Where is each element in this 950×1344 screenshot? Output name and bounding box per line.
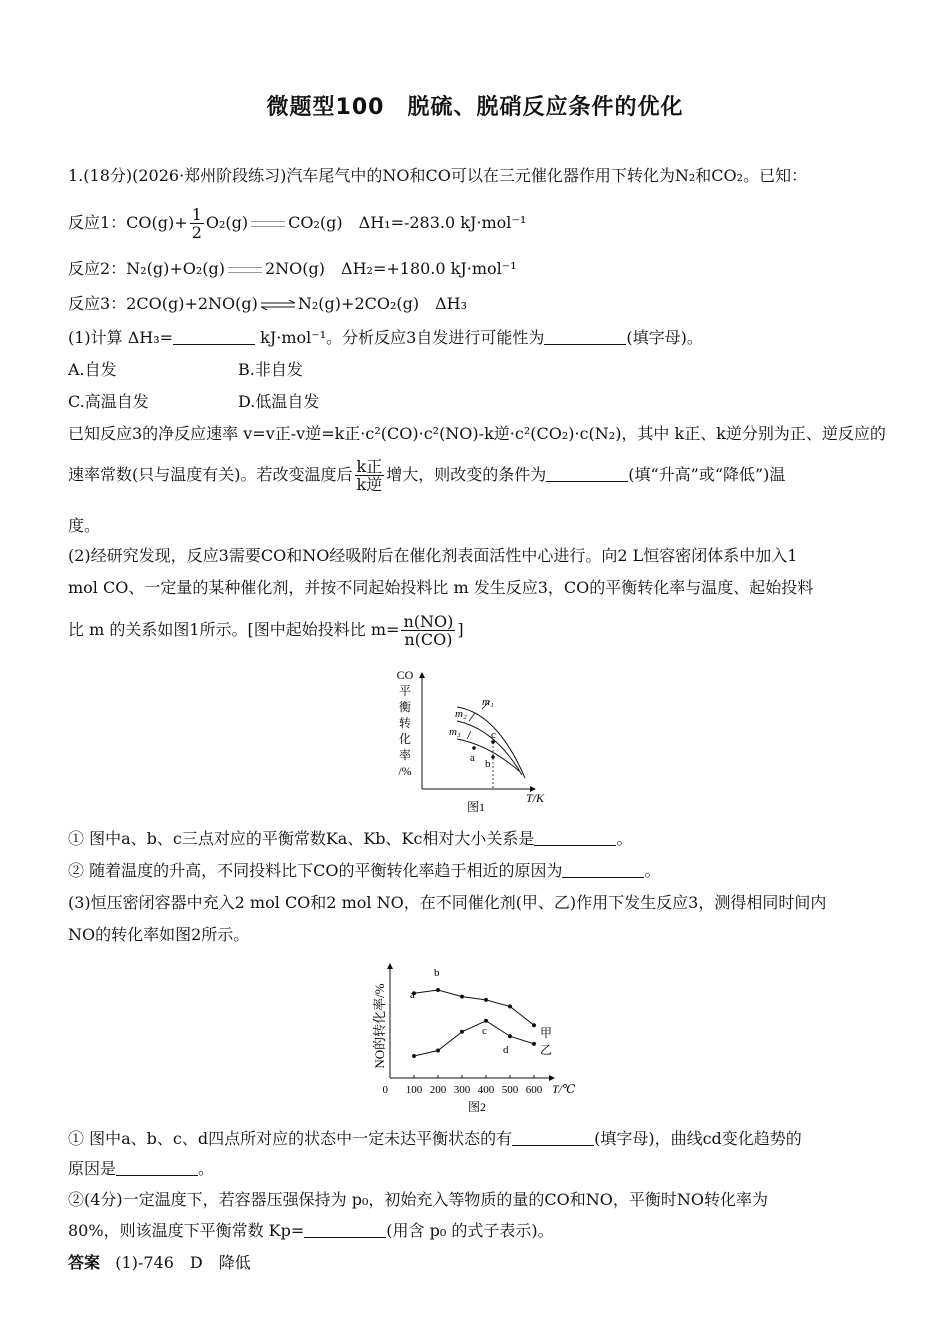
option-c: C.高温自发 <box>68 392 149 411</box>
fig2-data-point <box>460 995 464 999</box>
option-b: B.非自发 <box>238 360 303 379</box>
question-1: (1)计算 ΔH₃= kJ·mol⁻¹。分析反应3自发进行可能性为 (填字母)。 <box>68 328 703 347</box>
options-row-1 <box>68 359 888 381</box>
fig2-point-c-label: c <box>482 1025 487 1037</box>
fig1-label-m3: m₃ <box>449 726 461 738</box>
svg-text:平: 平 <box>398 684 412 698</box>
answer-label: 答案 <box>68 1253 101 1272</box>
options-row-2 <box>68 391 888 413</box>
fig2-x-tick-label: 100 <box>405 1084 423 1096</box>
answer-text: (1)-746 D 降低 <box>115 1253 251 1272</box>
half-fraction: $\frac{1}{2}$ <box>191 205 202 242</box>
fig2-caption: 图2 <box>468 1100 487 1114</box>
fig2-data-point <box>484 1019 488 1023</box>
answer-blank[interactable] <box>304 1221 386 1238</box>
fig2-data-point <box>412 1054 416 1058</box>
part-2-line-1: (2)经研究发现，反应3需要CO和NO经吸附后在催化剂表面活性中心进行。向2 L恒容密闭体系中加入1 <box>68 546 798 565</box>
option-d: D.低温自发 <box>238 392 320 411</box>
fig2-data-point <box>508 1034 512 1038</box>
fig2-series-yi-label: 乙 <box>540 1043 553 1057</box>
part-2-line-2: mol CO、一定量的某种催化剂，并按不同起始投料比 m 发生反应3，CO的平衡转化率与温度、起始投料 <box>68 578 814 597</box>
fig2-x-tick-label: 500 <box>501 1084 519 1096</box>
fig2-data-point <box>436 988 440 992</box>
k-ratio-fraction: $\frac{\text{k正}}{\text{k逆}}$ <box>356 457 383 494</box>
fig1-x-label: T/K <box>526 791 545 805</box>
fig1-point-a <box>472 746 476 750</box>
fig2-series-jia-label: 甲 <box>540 1026 553 1040</box>
fig2-point-a-label: a <box>410 989 415 1001</box>
reversible-arrow-icon <box>261 300 295 310</box>
answer-blank[interactable] <box>116 1159 198 1176</box>
fig2-x-tick-label: 400 <box>477 1084 495 1096</box>
reaction-3: 反应3：2CO(g)+2NO(g) N₂(g)+2CO₂(g) ΔH₃ <box>68 294 468 313</box>
fig2-origin-label: 0 <box>382 1084 388 1096</box>
rate-condition: 速率常数(只与温度有关)。若改变温度后 $\frac{\text{k正}}{\text{k逆}}$ 增大，则改变的条件为 (填“升高”或“降低”)温 <box>68 457 786 494</box>
fig2-point-d-label: d <box>503 1044 509 1056</box>
page-title: 微题型100 脱硫、脱硝反应条件的优化 <box>266 95 684 120</box>
fig1-label-m2: m₂ <box>455 708 467 720</box>
fig2-series-line-0 <box>414 990 534 1025</box>
question-3-2: ②(4分)一定温度下，若容器压强保持为 p₀，初始充入等物质的量的CO和NO，平衡时NO转化率为 <box>68 1190 769 1209</box>
answer-blank[interactable] <box>546 465 628 482</box>
reaction-2: 反应2：N₂(g)+O₂(g) 2NO(g) ΔH₂=+180.0 kJ·mol⁻¹ <box>68 259 517 278</box>
fig2-data-point <box>532 1042 536 1046</box>
svg-text:/%: /% <box>398 764 412 778</box>
svg-text:CO: CO <box>396 668 414 682</box>
question-2-1: ① 图中a、b、c三点对应的平衡常数Ka、Kb、Kc相对大小关系是 。 <box>68 829 633 848</box>
answer-blank[interactable] <box>534 829 616 846</box>
fig1-label-m1: m₁ <box>482 696 494 708</box>
fig2-x-tick-label: 600 <box>525 1084 543 1096</box>
answer-line <box>68 1252 888 1274</box>
fig1-point-b-label: b <box>485 758 491 770</box>
fig1-y-label <box>397 668 414 778</box>
fig2-point-b-label: b <box>434 967 440 979</box>
answer-blank[interactable] <box>512 1129 594 1146</box>
svg-text:率: 率 <box>398 748 412 762</box>
part-2-line-3: 比 m 的关系如图1所示。[图中起始投料比 m= $\frac{n(NO)}{n(CO)}$ ] <box>68 612 464 649</box>
figure-1 <box>385 665 565 817</box>
question-3-2-cont: 80%，则该温度下平衡常数 Kp= (用含 p₀ 的式子表示)。 <box>68 1221 554 1240</box>
q1-intro: 1.(18分)(2026·郑州阶段练习)汽车尾气中的NO和CO可以在三元催化器作用下转化为N₂和CO₂。已知： <box>68 166 808 185</box>
part-3-line-1: (3)恒压密闭容器中充入2 mol CO和2 mol NO，在不同催化剂(甲、乙)作用下发生反应3，测得相同时间内 <box>68 893 827 912</box>
fig2-data-point <box>436 1049 440 1053</box>
fig1-point-a-label: a <box>470 752 475 764</box>
equals-sign-icon <box>228 267 262 273</box>
part-3-line-2: NO的转化率如图2所示。 <box>68 925 250 944</box>
question-2-2: ② 随着温度的升高，不同投料比下CO的平衡转化率趋于相近的原因为 。 <box>68 861 661 880</box>
answer-blank[interactable] <box>173 328 255 345</box>
question-3-1-cont: 原因是 。 <box>68 1159 215 1178</box>
fig1-caption: 图1 <box>467 800 486 814</box>
fig2-x-label: T/℃ <box>552 1082 576 1096</box>
fig2-x-tick-label: 200 <box>429 1084 447 1096</box>
fig2-data-point <box>532 1023 536 1027</box>
svg-text:化: 化 <box>398 732 412 746</box>
answer-blank[interactable] <box>562 861 644 878</box>
equals-sign-icon <box>251 221 285 227</box>
svg-text:转: 转 <box>398 716 412 730</box>
question-3-1: ① 图中a、b、c、d四点所对应的状态中一定未达平衡状态的有 (填字母)，曲线cd变化趋势的 <box>68 1129 802 1148</box>
fig2-data-point <box>484 998 488 1002</box>
figure-2 <box>366 958 591 1118</box>
svg-text:衡: 衡 <box>398 700 412 714</box>
rate-equation: 已知反应3的净反应速率 v=v正-v逆=k正·c²(CO)·c²(NO)-k逆·c²(CO₂)·c(N₂)，其中 k正、k逆分别为正、逆反应的 <box>68 424 886 443</box>
rate-condition-end: 度。 <box>68 516 101 535</box>
fig2-data-point <box>508 1005 512 1009</box>
answer-blank[interactable] <box>544 328 626 345</box>
ratio-m-fraction: $\frac{n(NO)}{n(CO)}$ <box>403 612 454 649</box>
fig2-y-label: NO的转化率/% <box>372 983 387 1069</box>
option-a: A.自发 <box>68 360 117 379</box>
fig2-data-point <box>460 1030 464 1034</box>
fig1-point-c-label: c <box>491 729 496 741</box>
reaction-1: 反应1：CO(g)+ $\frac{1}{2}$ O₂(g) CO₂(g) ΔH₁=-283.0 kJ·mol⁻¹ <box>68 205 527 242</box>
fig2-series-line-1 <box>414 1021 534 1056</box>
fig2-x-tick-label: 300 <box>453 1084 471 1096</box>
